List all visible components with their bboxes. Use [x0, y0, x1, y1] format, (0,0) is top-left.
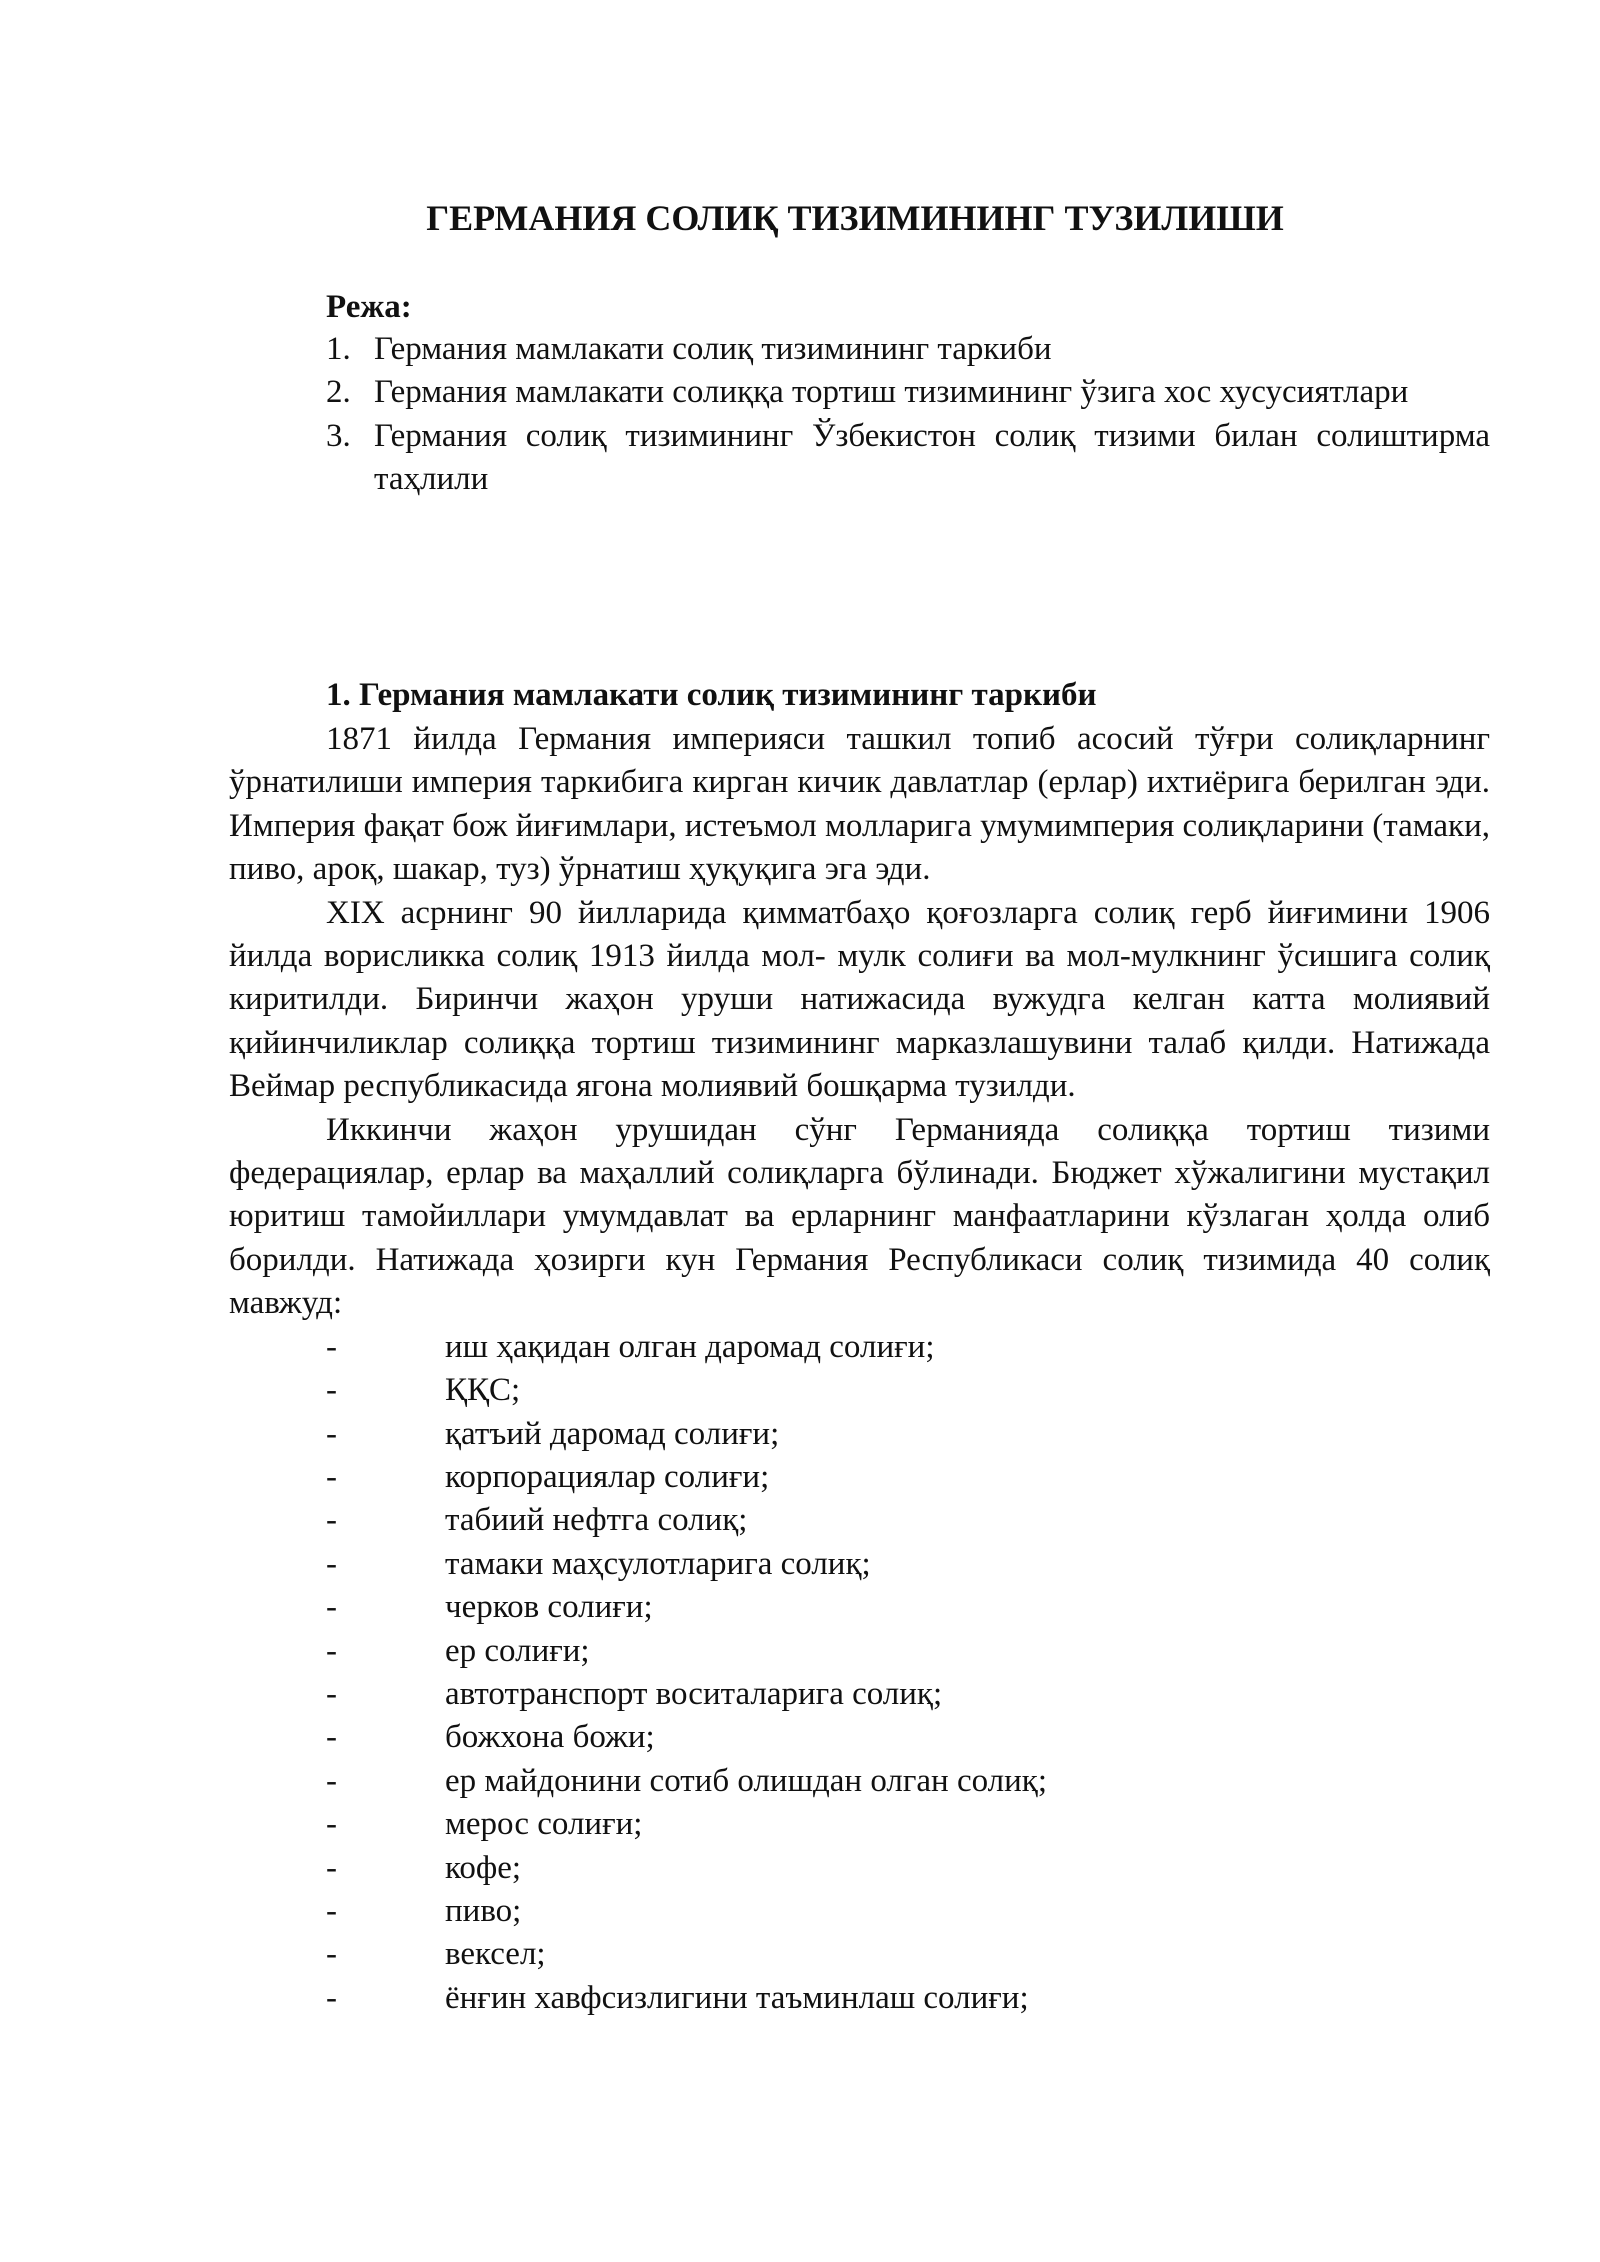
list-dash: -	[326, 1849, 337, 1886]
list-item-text: кофе;	[445, 1849, 522, 1886]
plan-item-number: 2.	[326, 374, 351, 411]
plan-item-text: Германия мамлакати солиққа тортиш тизимининг ўзига хос хусусиятлари	[374, 374, 1409, 411]
list-item	[229, 1673, 1490, 1716]
list-item-text: божхона божи;	[445, 1719, 655, 1756]
list-item	[229, 1369, 1490, 1412]
list-item-text: иш ҳақидан олган даромад солиғи;	[445, 1328, 935, 1365]
list-item-text: черков солиғи;	[445, 1589, 653, 1626]
list-item-text: пиво;	[445, 1892, 522, 1929]
tax-list	[229, 1326, 1490, 2021]
list-item	[229, 1630, 1490, 1673]
list-dash: -	[326, 1675, 337, 1712]
list-dash: -	[326, 1458, 337, 1495]
section-heading: 1. Германия мамлакати солиқ тизимининг таркиби	[326, 677, 1097, 713]
list-item-text: ер майдонини сотиб олишдан олган солиқ;	[445, 1762, 1047, 1799]
plan-item-number: 1.	[326, 331, 351, 367]
list-item-text: ер солиғи;	[445, 1632, 590, 1669]
list-item	[229, 1543, 1490, 1586]
list-dash: -	[326, 1589, 337, 1626]
list-item	[229, 1977, 1490, 2020]
list-item-text: ҚҚС;	[445, 1372, 521, 1409]
section-body	[229, 718, 1490, 2020]
list-item	[229, 1890, 1490, 1933]
list-item-text: ёнғин хавфсизлигини таъминлаш солиғи;	[445, 1979, 1029, 2016]
list-item	[229, 1760, 1490, 1803]
plan-item-text: Германия солиқ тизимининг Ўзбекистон солиқ тизими билан солиштирма таҳлили	[374, 417, 1490, 498]
list-item-text: мерос солиғи;	[445, 1806, 643, 1843]
plan-item	[326, 328, 1490, 371]
list-dash: -	[326, 1719, 337, 1756]
list-dash: -	[326, 1502, 337, 1539]
paragraph: XIX асрнинг 90 йилларида қимматбаҳо қоғозларга солиқ герб йиғимини 1906 йилда ворисликка солиқ 1913 йилда мол- мулк солиғи ва мол-мулкнинг ўсишига солиқ киритилди. Биринчи жаҳон уруши натижасида вужудга келган катта молиявий қийинчиликлар солиққа тортиш тизимининг марказлашувини талаб қилди. Натижада Веймар республикасида ягона молиявий бошқарма тузилди.	[229, 894, 1490, 1105]
paragraph: 1871 йилда Германия империяси ташкил топиб асосий тўғри солиқларнинг ўрнатилиши империя таркибига кирган кичик давлатлар (ерлар) ихтиёрига берилган эди. Империя фақат бож йиғимлари, истеъмол молларига умумимперия солиқларини (тамаки, пиво, ароқ, шакар, туз) ўрнатиш ҳуқуқига эга эди.	[229, 721, 1490, 888]
list-item	[229, 1456, 1490, 1499]
list-item-text: вексел;	[445, 1936, 546, 1973]
list-dash: -	[326, 1372, 337, 1409]
list-dash: -	[326, 1892, 337, 1929]
plan-item	[326, 415, 1490, 502]
list-dash: -	[326, 1806, 337, 1843]
list-item	[229, 1499, 1490, 1542]
paragraph: Иккинчи жаҳон урушидан сўнг Германияда солиққа тортиш тизими федерациялар, ерлар ва маҳаллий солиқларга бўлинади. Бюджет хўжалигини мустақил юритиш тамойиллари умумдавлат ва ерларнинг манфаатларини кўзлаган ҳолда олиб борилди. Натижада ҳозирги кун Германия Республикаси солиқ тизимида 40 солиқ мавжуд:	[229, 1111, 1490, 1322]
list-dash: -	[326, 1762, 337, 1799]
plan-item	[326, 371, 1490, 414]
list-item	[229, 1716, 1490, 1759]
plan-list	[326, 328, 1490, 502]
list-dash: -	[326, 1979, 337, 2016]
plan-item-number: 3.	[326, 417, 351, 454]
list-item	[229, 1586, 1490, 1629]
list-item-text: корпорациялар солиғи;	[445, 1458, 770, 1495]
list-dash: -	[326, 1328, 337, 1365]
list-item-text: қатъий даромад солиғи;	[445, 1415, 780, 1452]
list-item-text: табиий нефтга солиқ;	[445, 1502, 748, 1539]
list-dash: -	[326, 1545, 337, 1582]
list-item	[229, 1847, 1490, 1890]
list-item	[229, 1933, 1490, 1976]
list-item-text: тамаки маҳсулотларига солиқ;	[445, 1545, 871, 1582]
list-dash: -	[326, 1936, 337, 1973]
plan-heading: Режа:	[326, 289, 412, 325]
list-item	[229, 1326, 1490, 1369]
list-item	[229, 1413, 1490, 1456]
list-dash: -	[326, 1632, 337, 1669]
plan-item-text: Германия мамлакати солиқ тизимининг таркиби	[374, 331, 1052, 367]
list-dash: -	[326, 1415, 337, 1452]
page-title: ГЕРМАНИЯ СОЛИҚ ТИЗИМИНИНГ ТУЗИЛИШИ	[426, 198, 1284, 238]
list-item	[229, 1803, 1490, 1846]
list-item-text: автотранспорт воситаларига солиқ;	[445, 1675, 943, 1712]
